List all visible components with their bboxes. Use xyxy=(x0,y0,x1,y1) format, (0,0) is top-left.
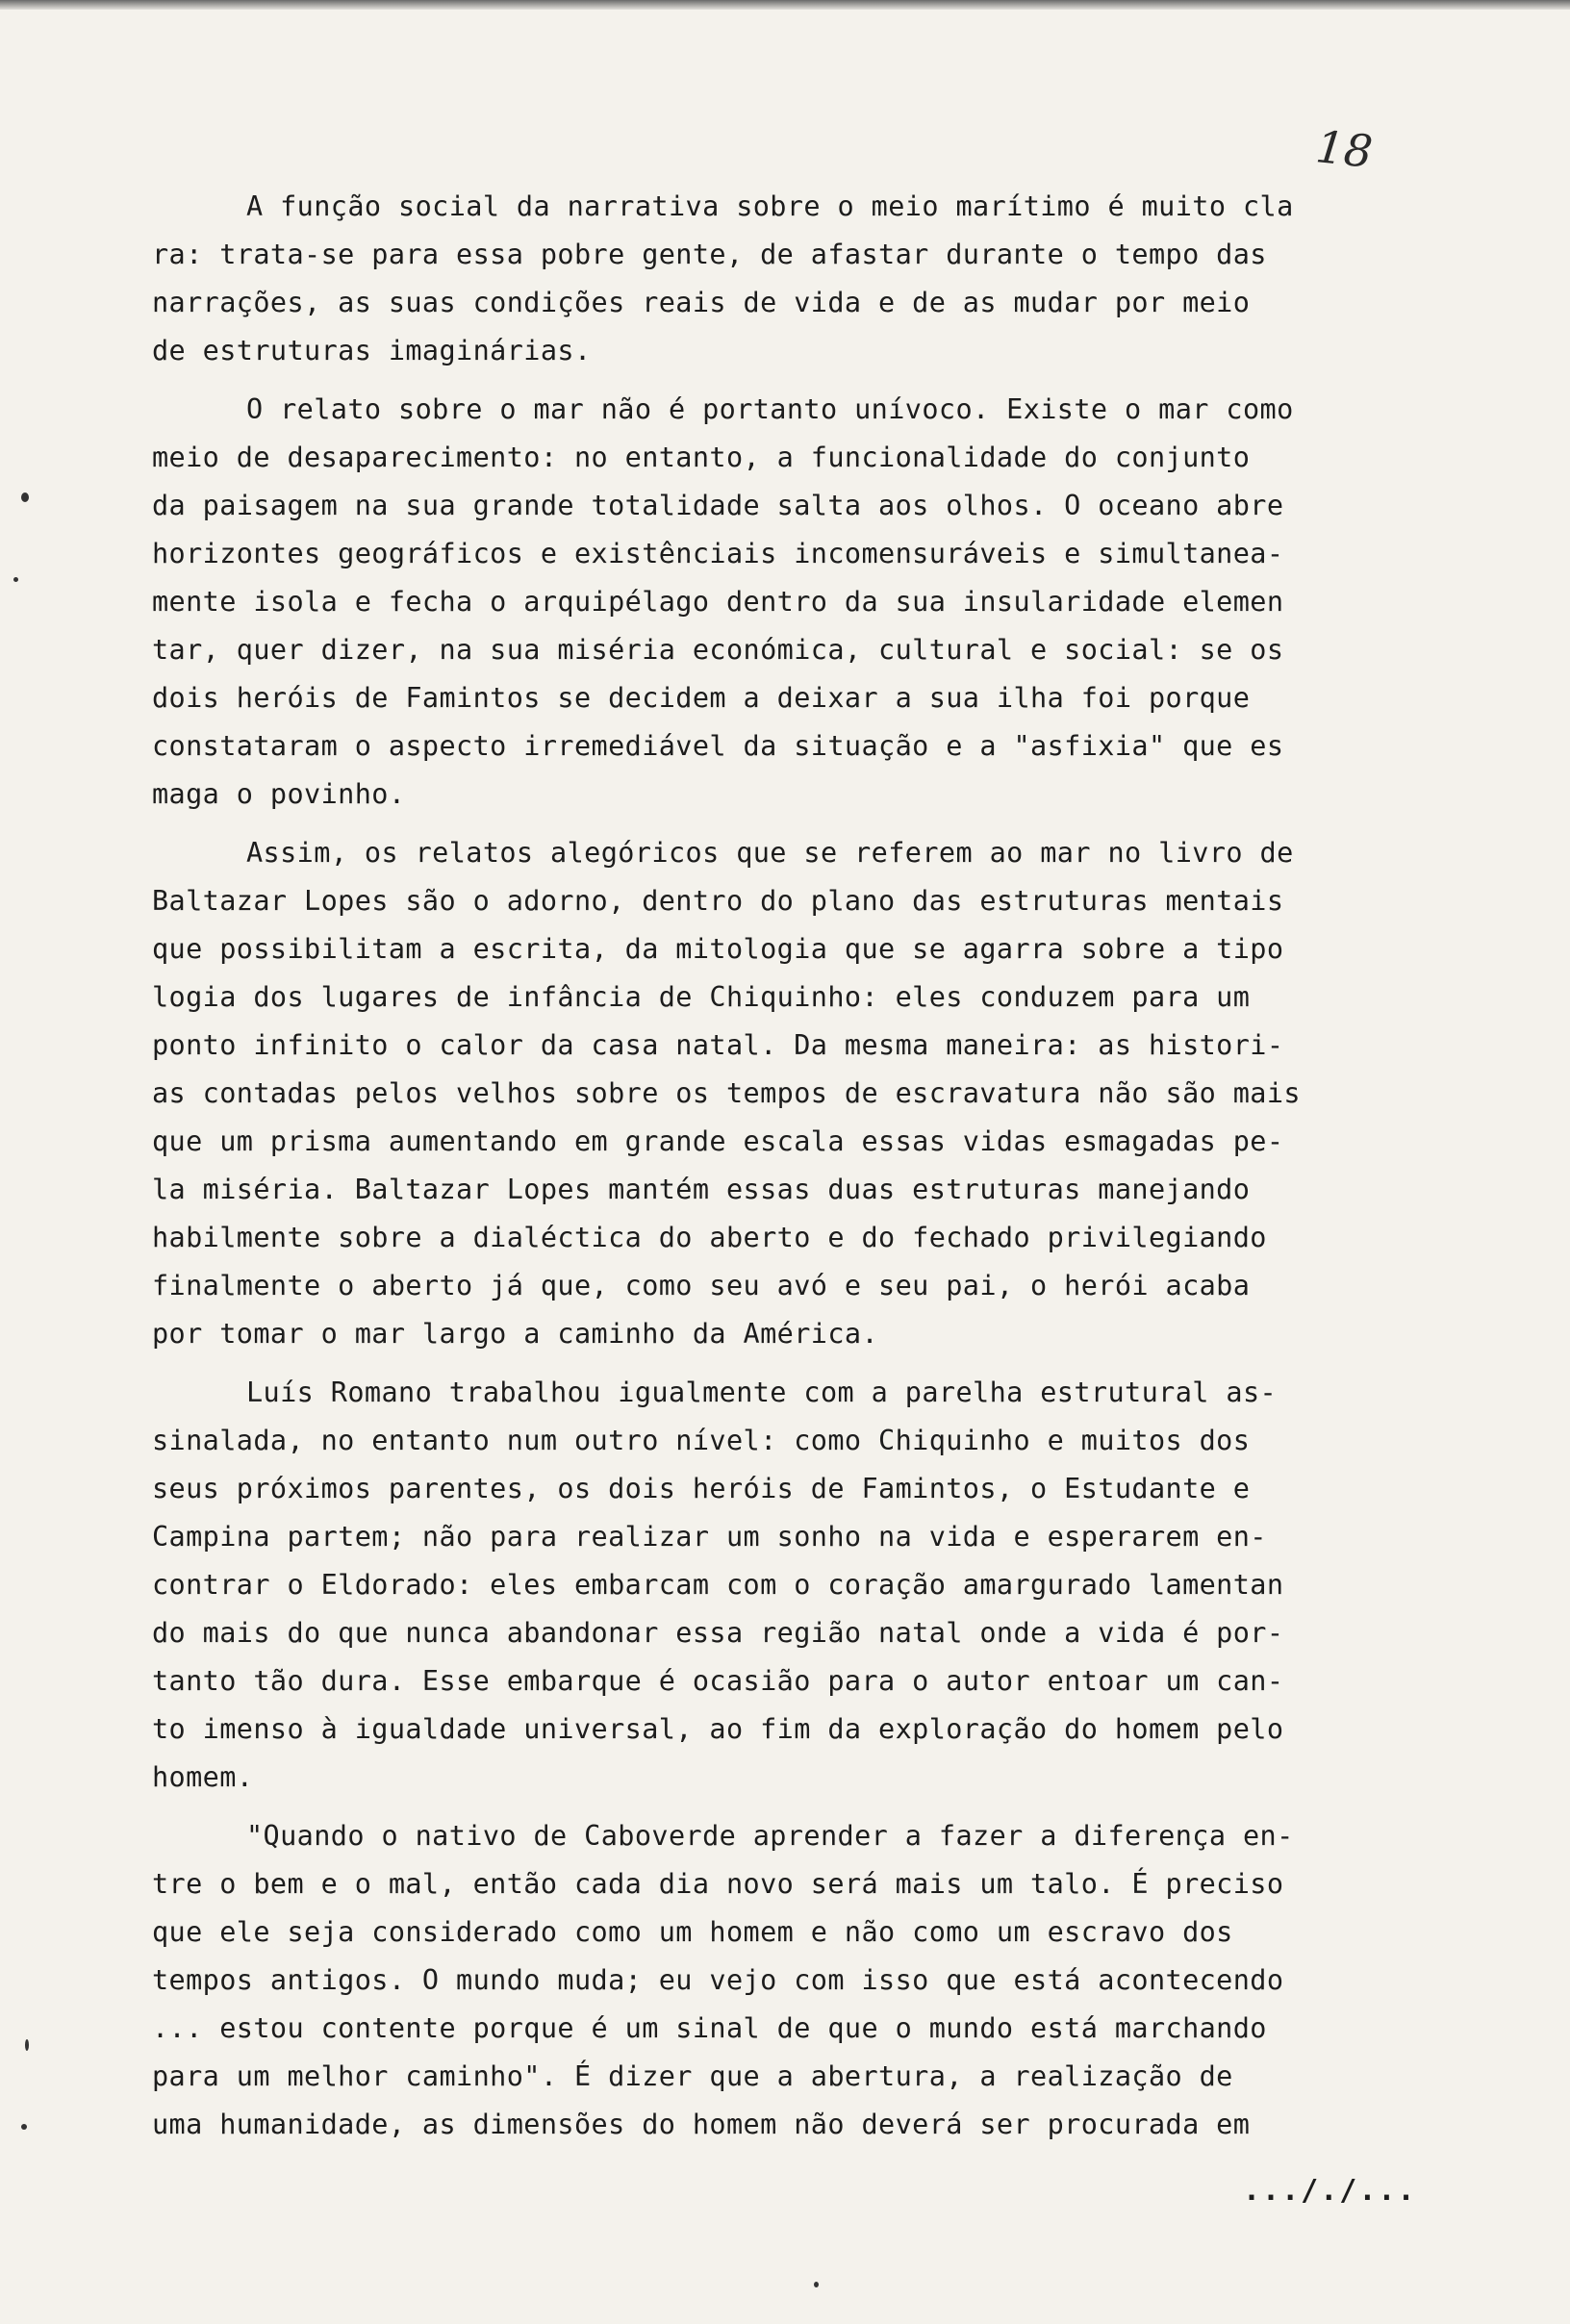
text-line: logia dos lugares de infância de Chiquinho: eles conduzem para um xyxy=(152,981,1251,1013)
scan-speck xyxy=(814,2282,819,2287)
text-line: contrar o Eldorado: eles embarcam com o coração amargurado lamentan xyxy=(152,1569,1284,1601)
text-line: uma humanidade, as dimensões do homem não deverá ser procurada em xyxy=(152,2109,1251,2140)
text-line: maga o povinho. xyxy=(152,778,406,810)
text-line: do mais do que nunca abandonar essa região natal onde a vida é por- xyxy=(152,1617,1284,1649)
scan-speck xyxy=(21,2124,27,2130)
scan-speck xyxy=(13,577,18,582)
text-line: dois heróis de Famintos se decidem a deixar a sua ilha foi porque xyxy=(152,682,1251,714)
paragraph-3 xyxy=(152,829,1499,1358)
text-line: tre o bem e o mal, então cada dia novo será mais um talo. É preciso xyxy=(152,1868,1284,1900)
text-line: tanto tão dura. Esse embarque é ocasião para o autor entoar um can- xyxy=(152,1665,1284,1697)
text-line: Assim, os relatos alegóricos que se referem ao mar no livro de xyxy=(246,837,1294,869)
text-line: horizontes geográficos e existênciais incomensuráveis e simultanea- xyxy=(152,538,1284,569)
text-line: narrações, as suas condições reais de vida e de as mudar por meio xyxy=(152,287,1251,318)
text-line: ponto infinito o calor da casa natal. Da mesma maneira: as histori- xyxy=(152,1029,1284,1061)
paragraph-4 xyxy=(152,1369,1499,1802)
text-line: tempos antigos. O mundo muda; eu vejo com isso que está acontecendo xyxy=(152,1964,1284,1996)
text-line: que possibilitam a escrita, da mitologia que se agarra sobre a tipo xyxy=(152,933,1284,965)
document-body xyxy=(152,183,1499,2160)
text-line: para um melhor caminho". É dizer que a abertura, a realização de xyxy=(152,2060,1233,2092)
scan-edge-shadow xyxy=(0,0,1570,10)
scan-speck xyxy=(25,2039,29,2051)
paragraph-2 xyxy=(152,386,1499,819)
paragraph-5 xyxy=(152,1812,1499,2149)
text-line: O relato sobre o mar não é portanto unívoco. Existe o mar como xyxy=(246,393,1294,425)
text-line: por tomar o mar largo a caminho da América. xyxy=(152,1318,879,1350)
text-line: homem. xyxy=(152,1761,254,1793)
text-line: "Quando o nativo de Caboverde aprender a fazer a diferença en- xyxy=(246,1820,1294,1852)
text-line: da paisagem na sua grande totalidade salta aos olhos. O oceano abre xyxy=(152,490,1284,521)
text-line: tar, quer dizer, na sua miséria económica, cultural e social: se os xyxy=(152,634,1284,666)
text-line: que ele seja considerado como um homem e não como um escravo dos xyxy=(152,1916,1233,1948)
text-line: meio de desaparecimento: no entanto, a funcionalidade do conjunto xyxy=(152,442,1251,473)
text-line: constataram o aspecto irremediável da situação e a "asfixia" que es xyxy=(152,730,1284,762)
text-line: que um prisma aumentando em grande escala essas vidas esmagadas pe- xyxy=(152,1125,1284,1157)
continuation-mark: ..././... xyxy=(1243,2174,1417,2208)
text-line: ra: trata-se para essa pobre gente, de afastar durante o tempo das xyxy=(152,239,1267,270)
text-line: sinalada, no entanto num outro nível: como Chiquinho e muitos dos xyxy=(152,1425,1251,1456)
text-line: A função social da narrativa sobre o meio marítimo é muito cla xyxy=(246,190,1294,222)
paragraph-1 xyxy=(152,183,1499,375)
text-line: finalmente o aberto já que, como seu avó e seu pai, o herói acaba xyxy=(152,1270,1251,1301)
text-line: la miséria. Baltazar Lopes mantém essas duas estruturas manejando xyxy=(152,1174,1251,1205)
text-line: to imenso à igualdade universal, ao fim da exploração do homem pelo xyxy=(152,1713,1284,1745)
text-line: Luís Romano trabalhou igualmente com a parelha estrutural as- xyxy=(246,1377,1278,1408)
text-line: seus próximos parentes, os dois heróis de Famintos, o Estudante e xyxy=(152,1473,1251,1504)
text-line: Campina partem; não para realizar um sonho na vida e esperarem en- xyxy=(152,1521,1267,1553)
text-line: Baltazar Lopes são o adorno, dentro do plano das estruturas mentais xyxy=(152,885,1284,917)
text-line: ... estou contente porque é um sinal de que o mundo está marchando xyxy=(152,2012,1267,2044)
page-number: 18 xyxy=(1313,120,1376,178)
text-line: mente isola e fecha o arquipélago dentro da sua insularidade elemen xyxy=(152,586,1284,618)
text-line: de estruturas imaginárias. xyxy=(152,335,592,366)
text-line: as contadas pelos velhos sobre os tempos de escravatura não são mais xyxy=(152,1077,1301,1109)
scan-speck xyxy=(21,493,29,502)
text-line: habilmente sobre a dialéctica do aberto e do fechado privilegiando xyxy=(152,1222,1267,1253)
